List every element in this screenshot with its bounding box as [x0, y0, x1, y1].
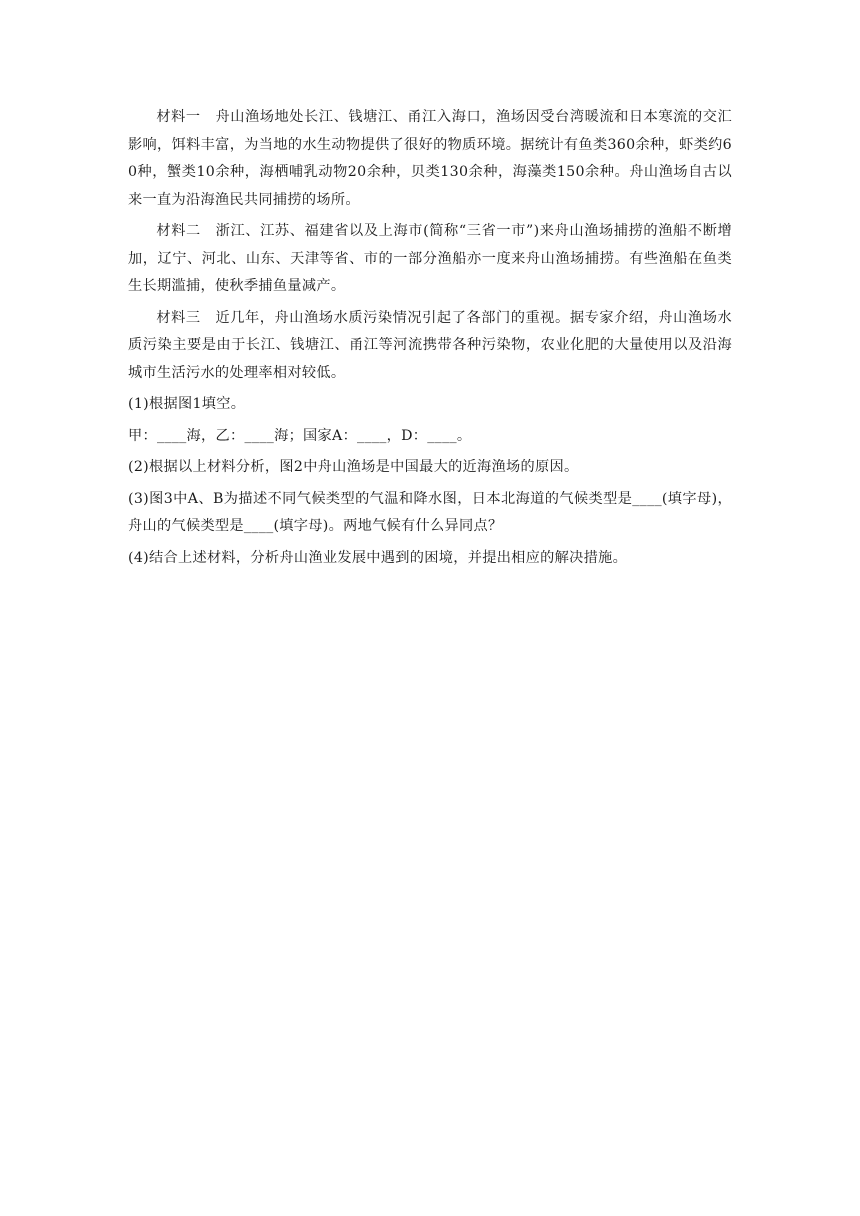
question-4: (4)结合上述材料，分析舟山渔业发展中遇到的困境，并提出相应的解决措施。	[128, 549, 628, 566]
material-3	[128, 305, 732, 388]
question-1-blanks: 甲：____海，乙：____海；国家A：____，D：____。	[128, 427, 472, 444]
material-1-text: 舟山渔场地处长江、钱塘江、甬江入海口，渔场因受台湾暖流和日本寒流的交汇影响，饵料丰富，为当地的水生动物提供了很好的物质环境。据统计有鱼类360余种，虾类约60种，蟹类10余种，海栖哺乳动物20余种，贝类130余种，海藻类150余种。舟山渔场自古以来一直为沿海渔民共同捕捞的场所。	[128, 109, 732, 208]
material-3-label: 材料三	[156, 309, 201, 326]
material-2	[128, 218, 732, 301]
question-1: (1)根据图1填空。	[128, 396, 246, 412]
question-2: (2)根据以上材料分析，图2中舟山渔场是中国最大的近海渔场的原因。	[128, 459, 579, 475]
material-1	[128, 104, 732, 214]
material-1-label: 材料一	[156, 109, 201, 125]
question-3: (3)图3中A、B为描述不同气候类型的气温和降水图，日本北海道的气候类型是____(填字母)，舟山的气候类型是____(填字母)。两地气候有什么异同点？	[128, 490, 732, 534]
material-2-label: 材料二	[156, 223, 201, 239]
material-2-text: 浙江、江苏、福建省以及上海市(简称“三省一市”)来舟山渔场捕捞的渔船不断增加，辽宁、河北、山东、天津等省、市的一部分渔船亦一度来舟山渔场捕捞。有些渔船在鱼类生长期滥捕，使秋季捕鱼量减产。	[128, 223, 732, 294]
material-3-text: 近几年，舟山渔场水质污染情况引起了各部门的重视。据专家介绍，舟山渔场水质污染主要是由于长江、钱塘江、甬江等河流携带各种污染物，农业化肥的大量使用以及沿海城市生活污水的处理率相对较低。	[128, 309, 732, 381]
